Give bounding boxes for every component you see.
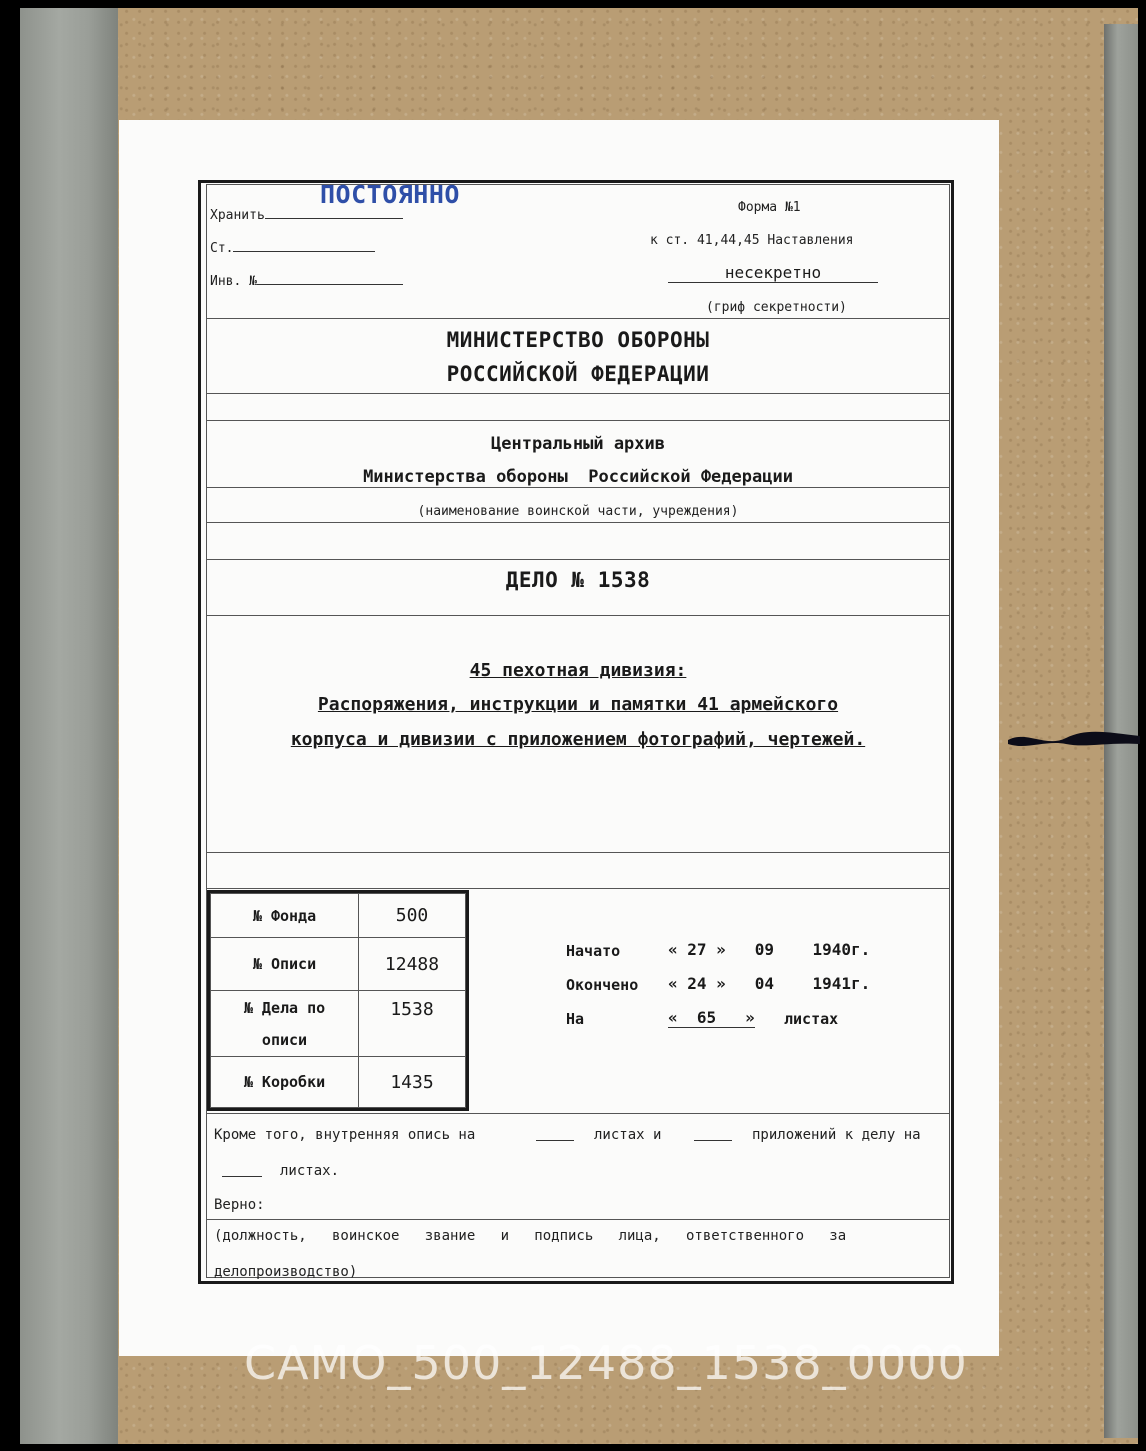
sheets-suffix: листах (784, 1010, 839, 1028)
inventory-blank-3 (222, 1176, 262, 1177)
rule-10 (206, 1113, 950, 1114)
ministry-line-2: РОССИЙСКОЙ ФЕДЕРАЦИИ (446, 362, 710, 386)
archive-watermark: САМО_500_12488_1538_0000 (244, 1336, 968, 1390)
inventory-text-3: приложений к делу на (752, 1127, 921, 1143)
inventory-value: 12488 (358, 937, 466, 991)
case-title: ДЕЛО № 1538 (505, 568, 651, 592)
st-field (210, 239, 375, 256)
end-label: Окончено (566, 976, 639, 994)
start-label: Начато (566, 942, 621, 960)
rule-4 (206, 487, 950, 488)
rule-6 (206, 559, 950, 560)
inv-field (210, 272, 403, 289)
ministry-line-1: МИНИСТЕРСТВО ОБОРОНЫ (446, 328, 710, 352)
folder-spine (20, 8, 118, 1444)
rule-7 (206, 615, 950, 616)
box-label: № Коробки (210, 1056, 359, 1108)
secrecy-value: несекретно (668, 263, 878, 283)
archive-caption: (наименование воинской части, учреждения) (417, 504, 739, 519)
inventory-text-4: листах. (280, 1163, 340, 1179)
folder-tie-ribbon (1006, 728, 1140, 750)
fund-value: 500 (358, 893, 466, 938)
case-number-label-2: описи (261, 1030, 308, 1049)
case-number-label-1: № Дела по (243, 998, 326, 1017)
description-line-2: Распоряжения, инструкции и памятки 41 армейского (317, 694, 839, 715)
rule-2 (206, 393, 950, 394)
inventory-blank-1 (536, 1140, 574, 1141)
form-reference: к ст. 41,44,45 Наставления (650, 233, 854, 248)
sheets-label: На (566, 1010, 585, 1028)
verified-rule (206, 1219, 950, 1220)
inv-label: Инв. № (210, 274, 257, 289)
signature-caption-1: (должность, воинское звание и подпись лица, ответственного за (214, 1228, 847, 1244)
st-label: Ст. (210, 241, 234, 256)
case-index-table (207, 890, 469, 1111)
rule-9 (206, 888, 950, 889)
case-number-label (210, 990, 359, 1057)
inventory-label: № Описи (210, 937, 359, 991)
archive-line-1: Центральный архив (491, 434, 665, 454)
inventory-text-1: Кроме того, внутренняя опись на (214, 1127, 476, 1143)
keep-label: Хранить (210, 208, 265, 223)
verified-label: Верно: (214, 1197, 265, 1213)
rule-3 (206, 420, 950, 421)
start-date: « 27 » 09 1940г. (668, 940, 871, 959)
fund-label: № Фонда (210, 893, 359, 938)
case-number-value: 1538 (358, 990, 466, 1057)
archive-line-2: Министерства обороны Российской Федерации (363, 467, 793, 487)
end-date: « 24 » 04 1941г. (668, 974, 871, 993)
box-value: 1435 (358, 1056, 466, 1108)
sheets-count: « 65 » (668, 1008, 755, 1027)
inventory-text-2: листах и (594, 1127, 662, 1143)
rule-5 (206, 522, 950, 523)
rule-1 (206, 318, 950, 319)
rule-8 (206, 852, 950, 853)
permanent-stamp: ПОСТОЯННО (320, 180, 460, 209)
description-line-1: 45 пехотная дивизия: (469, 660, 687, 681)
inventory-blank-2 (694, 1140, 732, 1141)
signature-caption-2: делопроизводство) (214, 1264, 358, 1280)
form-number: Форма №1 (738, 200, 801, 215)
secrecy-caption: (гриф секретности) (706, 300, 847, 315)
description-line-3: корпуса и дивизии с приложением фотографий, чертежей. (290, 729, 866, 750)
